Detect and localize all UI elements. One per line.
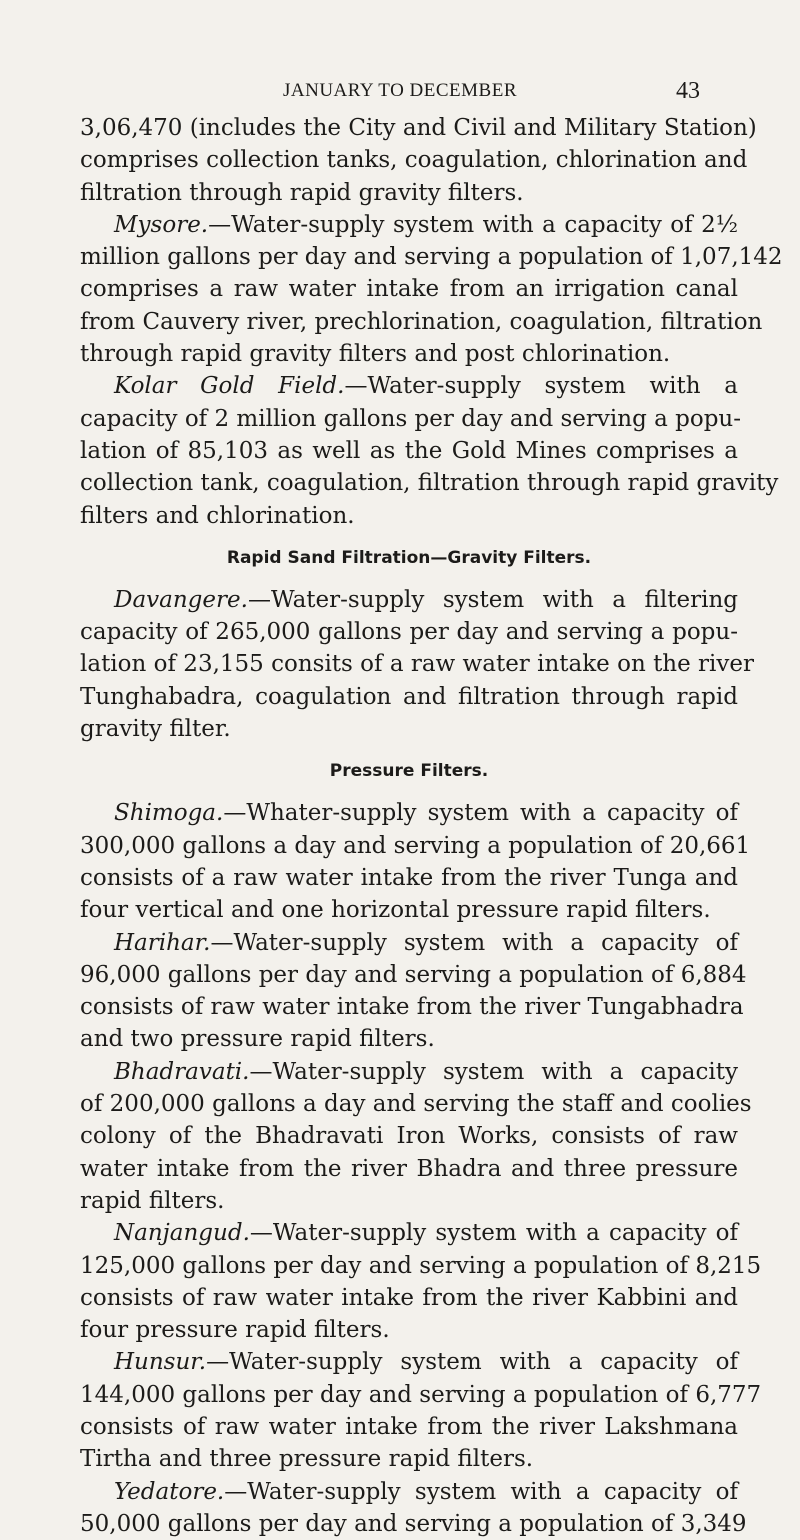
section-heading: Rapid Sand Filtration—Gravity Filters. <box>226 547 592 568</box>
paragraph <box>80 209 783 370</box>
line-text: —Water-supply system with a capacity <box>249 1058 738 1085</box>
line-text: —Water-supply system with a capacity of <box>249 1220 738 1247</box>
running-title: JANUARY TO DECEMBER <box>282 80 517 101</box>
text-line <box>80 991 744 1023</box>
text-line <box>80 403 742 435</box>
line-text: —Water-supply system with a filtering <box>247 586 738 613</box>
text-line <box>80 1508 747 1540</box>
line-text: —Water-supply system with a capacity of <box>206 1349 738 1376</box>
line-text: —Water-supply system with a capacity of <box>224 1478 738 1505</box>
paragraph <box>80 797 751 926</box>
line-text: rapid filters. <box>80 1187 225 1214</box>
line-text: through rapid gravity filters and post chlorination. <box>80 341 671 368</box>
text-line <box>80 616 738 648</box>
text-line <box>80 1153 738 1185</box>
paragraph <box>80 927 747 1056</box>
line-text: of 200,000 gallons a day and serving the staff and coolies <box>80 1091 752 1118</box>
text-line <box>80 209 738 241</box>
text-line <box>80 1282 738 1314</box>
text-line <box>80 1411 738 1443</box>
line-text: 96,000 gallons per day and serving a population of 6,884 <box>80 961 747 988</box>
text-line <box>80 830 751 862</box>
line-text: consists of a raw water intake from the river Tunga and <box>80 864 738 891</box>
text-line <box>80 894 738 926</box>
line-text: water intake from the river Bhadra and three pressure <box>80 1155 738 1182</box>
line-text: 3,06,470 (includes the City and Civil and Military Station) <box>80 115 757 141</box>
line-text: 50,000 gallons per day and serving a population of 3,349 <box>80 1510 747 1537</box>
line-text: capacity of 2 million gallons per day and serving a popu- <box>80 405 742 432</box>
paragraph <box>80 1346 762 1475</box>
text-line <box>80 1185 738 1217</box>
text-line <box>80 338 738 370</box>
text-line <box>80 1217 738 1249</box>
line-text: comprises a raw water intake from an irrigation canal <box>80 276 738 303</box>
line-text: Tunghabadra, coagulation and filtration through rapid <box>80 683 738 710</box>
place-name: Bhadravati. <box>114 1058 250 1085</box>
text-line <box>80 1088 752 1120</box>
line-text: from Cauvery river, prechlorination, coagulation, filtration <box>80 308 763 335</box>
line-text: and two pressure rapid filters. <box>80 1026 435 1053</box>
text-line <box>80 370 738 402</box>
text-line <box>80 177 738 209</box>
line-text: —Whater-supply system with a capacity of <box>223 800 738 827</box>
paragraph <box>80 1476 747 1540</box>
line-text: 125,000 gallons per day and serving a population of 8,215 <box>80 1252 762 1279</box>
place-name: Shimoga. <box>114 800 224 827</box>
text-line <box>80 648 754 680</box>
place-name: Mysore. <box>114 211 209 238</box>
place-name: Yedatore. <box>114 1478 225 1505</box>
line-text: —Water-supply system with a capacity of 2½ <box>208 211 738 238</box>
line-text: consists of raw water intake from the river Lakshmana <box>80 1413 738 1440</box>
line-text: lation of 23,155 consits of a raw water intake on the river <box>80 651 754 678</box>
paragraph <box>80 1056 752 1217</box>
paragraph <box>80 1217 762 1346</box>
text-line <box>80 1443 738 1475</box>
text-line <box>80 1056 738 1088</box>
line-text: four vertical and one horizontal pressure rapid filters. <box>80 897 711 924</box>
text-line <box>80 584 738 616</box>
text-line <box>80 862 738 894</box>
page-number: 43 <box>676 78 700 104</box>
line-text: lation of 85,103 as well as the Gold Mines comprises a <box>80 437 738 464</box>
line-text: collection tank, coagulation, filtration through rapid gravity <box>80 470 779 497</box>
text-line <box>80 1476 738 1508</box>
line-text: comprises collection tanks, coagulation, chlorination and <box>80 147 748 174</box>
line-text: 300,000 gallons a day and serving a population of 20,661 <box>80 832 751 859</box>
line-text: capacity of 265,000 gallons per day and serving a popu- <box>80 619 738 646</box>
place-name: Nanjangud. <box>114 1220 250 1247</box>
running-head <box>0 78 800 108</box>
line-text: gravity filter. <box>80 716 231 743</box>
text-line <box>80 500 738 532</box>
line-text: 144,000 gallons per day and serving a population of 6,777 <box>80 1381 762 1408</box>
text-line <box>80 241 783 273</box>
text-line <box>80 273 738 305</box>
text-line <box>80 435 738 467</box>
section-heading: Pressure Filters. <box>329 761 489 782</box>
line-text: Tirtha and three pressure rapid filters. <box>80 1446 534 1473</box>
paragraph <box>80 112 757 209</box>
body-text <box>80 112 783 1540</box>
text-line <box>80 681 738 713</box>
text-line <box>80 713 738 745</box>
line-text: million gallons per day and serving a population of 1,07,142 <box>80 244 783 271</box>
text-line <box>80 112 757 144</box>
text-line <box>80 927 738 959</box>
paragraph <box>80 584 754 745</box>
text-line <box>80 1379 762 1411</box>
line-text: consists of raw water intake from the river Kabbini and <box>80 1284 738 1311</box>
place-name: Harihar. <box>114 929 211 956</box>
line-text: filtration through rapid gravity filters. <box>80 179 524 206</box>
line-text: filters and chlorination. <box>80 502 355 529</box>
text-line <box>80 1023 738 1055</box>
line-text: four pressure rapid filters. <box>80 1317 390 1344</box>
place-name: Davangere. <box>114 586 248 613</box>
line-text: consists of raw water intake from the river Tungabhadra <box>80 994 744 1021</box>
line-text: colony of the Bhadravati Iron Works, consists of raw <box>80 1123 738 1150</box>
text-line <box>80 797 738 829</box>
text-line <box>80 959 747 991</box>
text-line <box>80 144 748 176</box>
line-text: —Water-supply system with a capacity of <box>210 929 738 956</box>
paragraph <box>80 370 779 531</box>
text-line <box>80 306 763 338</box>
text-line <box>80 1120 738 1152</box>
place-name: Kolar Gold Field. <box>114 373 345 400</box>
text-line <box>80 1250 762 1282</box>
line-text: —Water-supply system with a <box>344 373 738 400</box>
place-name: Hunsur. <box>114 1349 207 1376</box>
text-line <box>80 1314 738 1346</box>
text-line <box>80 1346 738 1378</box>
text-line <box>80 467 779 499</box>
